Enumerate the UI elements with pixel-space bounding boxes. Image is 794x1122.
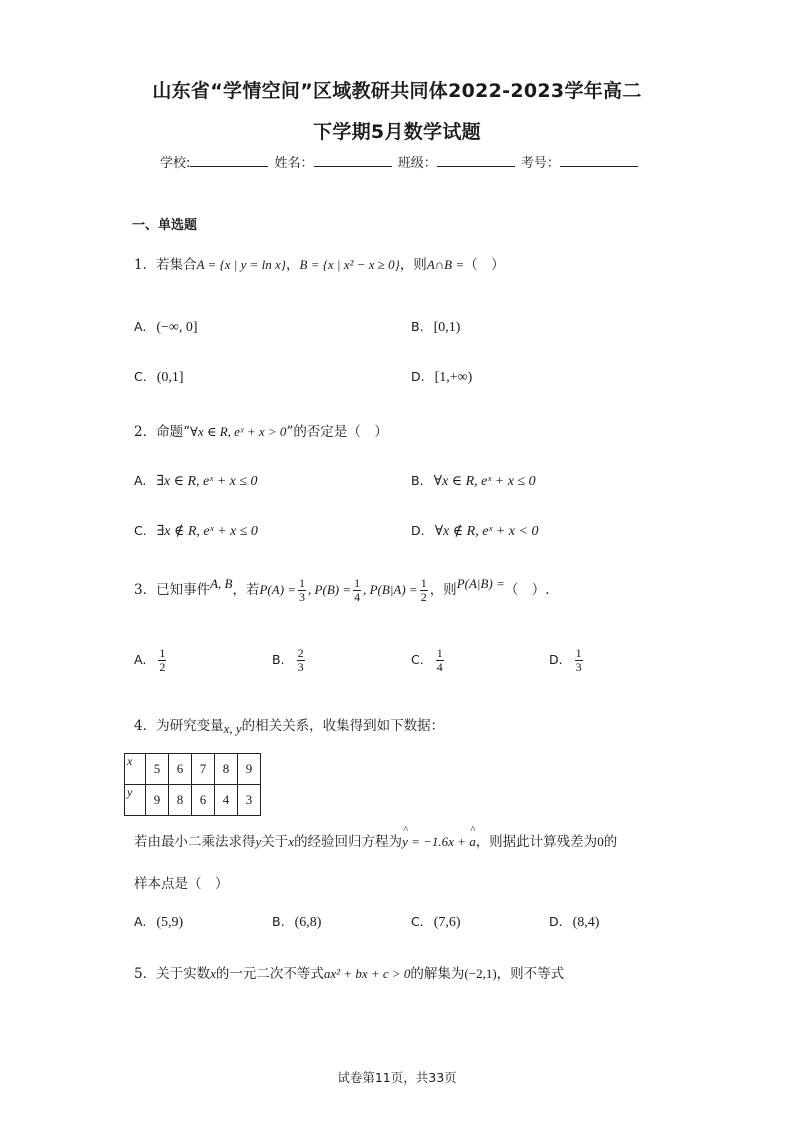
q3-events: A, B <box>210 576 233 591</box>
denominator: 4 <box>354 590 361 604</box>
option-label: B. <box>272 914 285 929</box>
q3-option-d <box>549 647 585 674</box>
q2-option-b <box>411 473 536 490</box>
q3-option-c <box>411 647 446 674</box>
table-row <box>125 785 261 816</box>
denominator: 3 <box>297 660 304 674</box>
option-value: (0,1] <box>156 370 184 385</box>
table-cell: 5 <box>146 754 169 785</box>
option-label: A. <box>134 473 147 488</box>
q1-set-a: A = {x | y = ln x} <box>196 257 286 272</box>
table-cell: 9 <box>238 754 261 785</box>
q2-proposition: ∀x ∈ R, eˣ + x > 0 <box>190 424 287 439</box>
option-value: [0,1) <box>433 320 461 335</box>
q1-option-d <box>411 369 472 386</box>
numerator: 1 <box>575 646 582 660</box>
option-label: B. <box>411 319 424 334</box>
option-label: C. <box>411 652 424 667</box>
question-2 <box>134 420 388 440</box>
q3-option-a <box>134 647 168 674</box>
option-label: D. <box>411 523 425 538</box>
q4-stem: 4．为研究变量 <box>134 718 224 734</box>
q4-text: 的 <box>603 834 618 850</box>
q5-text: ，则不等式 <box>496 966 565 982</box>
q3-if: ，若 <box>232 582 260 598</box>
denominator: 3 <box>575 660 582 674</box>
q4-intro: 的相关关系，收集得到如下数据： <box>241 718 445 734</box>
q4-option-d <box>549 914 599 931</box>
q2-option-c <box>134 523 258 540</box>
name-label: 姓名： <box>274 156 314 171</box>
name-blank <box>314 154 392 167</box>
option-label: D. <box>549 652 563 667</box>
q4-option-b <box>272 914 321 931</box>
q3-pba-fraction <box>420 577 428 604</box>
q5-inequality: ax² + bx + c > 0 <box>323 966 411 981</box>
class-blank <box>437 154 515 167</box>
q4-eq-a-hat: ^ a <box>469 834 476 850</box>
option-value: (6,8) <box>294 915 322 930</box>
question-5 <box>134 962 564 982</box>
table-row <box>125 754 261 785</box>
q5-text: 的解集为 <box>410 966 465 982</box>
page-footer: 试卷第11页，共33页 <box>337 1070 457 1085</box>
table-cell: 8 <box>169 785 192 816</box>
option-label: C. <box>134 523 147 538</box>
option-label: B. <box>411 473 424 488</box>
table-cell: 6 <box>169 754 192 785</box>
q2-option-d <box>411 523 538 540</box>
q4-data-table <box>124 753 261 816</box>
class-label: 班级： <box>397 156 437 171</box>
option-fraction <box>158 647 166 674</box>
q5-var-x: x <box>210 966 216 981</box>
q4-eq-mid: = −1.6x + <box>407 834 470 849</box>
q3-ask: P(A|B) = <box>456 576 505 591</box>
q4-text: ，则据此计算残差为 <box>475 834 598 850</box>
numerator: 1 <box>420 576 427 590</box>
exam-number-label: 考号： <box>520 156 560 171</box>
option-value: (7,6) <box>433 915 461 930</box>
table-cell: 6 <box>192 785 215 816</box>
q4-zero: 0 <box>597 834 604 849</box>
option-label: D. <box>411 369 425 384</box>
q4-text: 的经验回归方程为 <box>294 834 403 850</box>
q2-stem: 2．命题“ <box>134 424 190 440</box>
numerator: 1 <box>436 646 443 660</box>
q4-question-line2: 样本点是（ ） <box>134 876 229 892</box>
q3-pba: , P(B|A) = <box>363 582 418 597</box>
q1-set-b: B = {x | x² − x ≥ 0} <box>299 257 400 272</box>
q1-option-a <box>134 319 198 336</box>
exam-title-line2: 下学期5月数学试题 <box>313 121 481 143</box>
q2-tail: ”的否定是（ ） <box>286 424 388 440</box>
q3-pa-fraction <box>298 577 306 604</box>
q4-var-y: y <box>255 834 262 849</box>
q4-vars: x, y <box>223 721 242 736</box>
q4-eq-y-hat: ^ y <box>402 834 408 850</box>
option-value: ∀x ∉ R, eˣ + x < 0 <box>434 524 539 539</box>
q5-text: 的一元二次不等式 <box>215 966 324 982</box>
q2-option-a <box>134 473 258 490</box>
option-value: ∃x ∈ R, eˣ + x ≤ 0 <box>156 474 258 489</box>
q5-solution-set: (−2,1) <box>464 966 497 981</box>
q1-blank: （ ） <box>464 257 505 273</box>
q1-expr: A∩B = <box>426 257 465 272</box>
option-value: ∀x ∈ R, eˣ + x ≤ 0 <box>433 474 536 489</box>
school-label: 学校: <box>160 156 191 171</box>
exam-number-blank <box>560 154 638 167</box>
denominator: 4 <box>436 660 443 674</box>
option-label: C. <box>411 914 424 929</box>
q3-pb-fraction <box>353 577 361 604</box>
option-value: (8,4) <box>572 915 600 930</box>
table-header-x: x <box>125 754 146 785</box>
denominator: 3 <box>299 590 306 604</box>
q1-option-b <box>411 319 460 336</box>
q3-option-b <box>272 647 307 674</box>
q4-option-a <box>134 914 183 931</box>
question-3 <box>134 576 550 604</box>
table-cell: 9 <box>146 785 169 816</box>
q3-pa: P(A) = <box>259 582 297 597</box>
option-label: C. <box>134 369 147 384</box>
option-value: ∃x ∉ R, eˣ + x ≤ 0 <box>156 524 258 539</box>
q4-var-x: x <box>288 834 295 849</box>
q3-then: ，则 <box>429 582 457 598</box>
q3-stem: 3．已知事件 <box>134 582 211 598</box>
q1-comma: ， <box>286 257 300 273</box>
q1-option-c <box>134 369 184 386</box>
option-label: A. <box>134 914 147 929</box>
numerator: 1 <box>354 576 361 590</box>
option-label: A. <box>134 652 147 667</box>
numerator: 1 <box>159 646 166 660</box>
option-value: (5,9) <box>156 915 184 930</box>
q4-text: 若由最小二乘法求得 <box>134 834 256 850</box>
option-label: B. <box>272 652 285 667</box>
q1-stem: 1．若集合 <box>134 257 197 273</box>
option-value: [1,+∞) <box>434 370 473 385</box>
table-cell: 8 <box>215 754 238 785</box>
school-blank <box>190 154 268 167</box>
option-value: (−∞, 0] <box>156 320 198 335</box>
table-cell: 3 <box>238 785 261 816</box>
question-4 <box>134 714 444 737</box>
q5-stem: 5．关于实数 <box>134 966 211 982</box>
section-heading: 一、单选题 <box>132 218 198 233</box>
option-label: D. <box>549 914 563 929</box>
denominator: 2 <box>420 590 427 604</box>
q3-blank: （ ）. <box>504 582 550 598</box>
option-fraction <box>575 647 583 674</box>
q1-then: ，则 <box>399 257 427 273</box>
numerator: 1 <box>299 576 306 590</box>
option-label: A. <box>134 319 147 334</box>
numerator: 2 <box>297 646 304 660</box>
table-cell: 4 <box>215 785 238 816</box>
table-cell: 7 <box>192 754 215 785</box>
option-fraction <box>436 647 444 674</box>
q4-question-line1 <box>134 830 617 850</box>
q4-option-c <box>411 914 461 931</box>
student-info-row <box>160 152 640 171</box>
question-1 <box>134 253 505 273</box>
option-fraction <box>297 647 305 674</box>
exam-title-line1: 山东省“学情空间”区域教研共同体2022-2023学年高二 <box>152 80 642 102</box>
denominator: 2 <box>159 660 166 674</box>
q4-text: 关于 <box>261 834 289 850</box>
table-header-y: y <box>125 785 146 816</box>
q3-pb: , P(B) = <box>308 582 352 597</box>
